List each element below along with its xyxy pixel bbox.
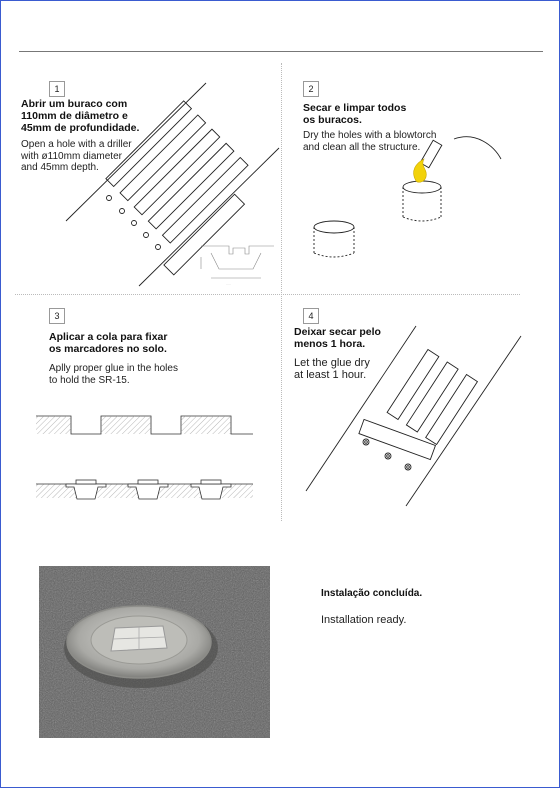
marker-sections bbox=[66, 480, 231, 499]
step-4-number: 4 bbox=[303, 308, 319, 324]
dimension-drawing bbox=[201, 246, 274, 286]
step-3-title-pt: Aplicar a cola para fixar os marcadores no solo. bbox=[49, 331, 168, 355]
step-1-text-en: Open a hole with a driller with ø110mm diameter and 45mm depth. bbox=[21, 139, 132, 173]
installation-complete-title-pt: Instalação concluída. bbox=[321, 588, 423, 599]
installation-complete-text-en: Installation ready. bbox=[321, 614, 407, 626]
step-3-number: 3 bbox=[49, 308, 65, 324]
step-3-text-en: Aplly proper glue in the holes to hold the SR-15. bbox=[49, 363, 178, 386]
header-rule bbox=[19, 51, 543, 52]
installed-marker-photo bbox=[39, 566, 270, 738]
step-4-text-en: Let the glue dry at least 1 hour. bbox=[294, 357, 370, 381]
step-2-number: 2 bbox=[303, 81, 319, 97]
step-2-blowtorch-illustration bbox=[306, 131, 506, 266]
step-1-title-pt: Abrir um buraco com 110mm de diâmetro e 45mm de profundidade. bbox=[21, 98, 140, 134]
svg-text:·····: ····· bbox=[226, 282, 231, 286]
step-4-road-illustration bbox=[286, 306, 536, 511]
step-1-number: 1 bbox=[49, 81, 65, 97]
vertical-divider bbox=[281, 63, 282, 521]
step-2-title-pt: Secar e limpar todos os buracos. bbox=[303, 102, 407, 126]
step-2-text-en: Dry the holes with a blowtorch and clean all the structure. bbox=[303, 130, 437, 153]
step-3-section-illustration bbox=[31, 406, 256, 511]
step-4-title-pt: Deixar secar pelo menos 1 hora. bbox=[294, 326, 381, 350]
horizontal-divider bbox=[15, 294, 520, 295]
step-1-road-illustration bbox=[61, 81, 281, 291]
